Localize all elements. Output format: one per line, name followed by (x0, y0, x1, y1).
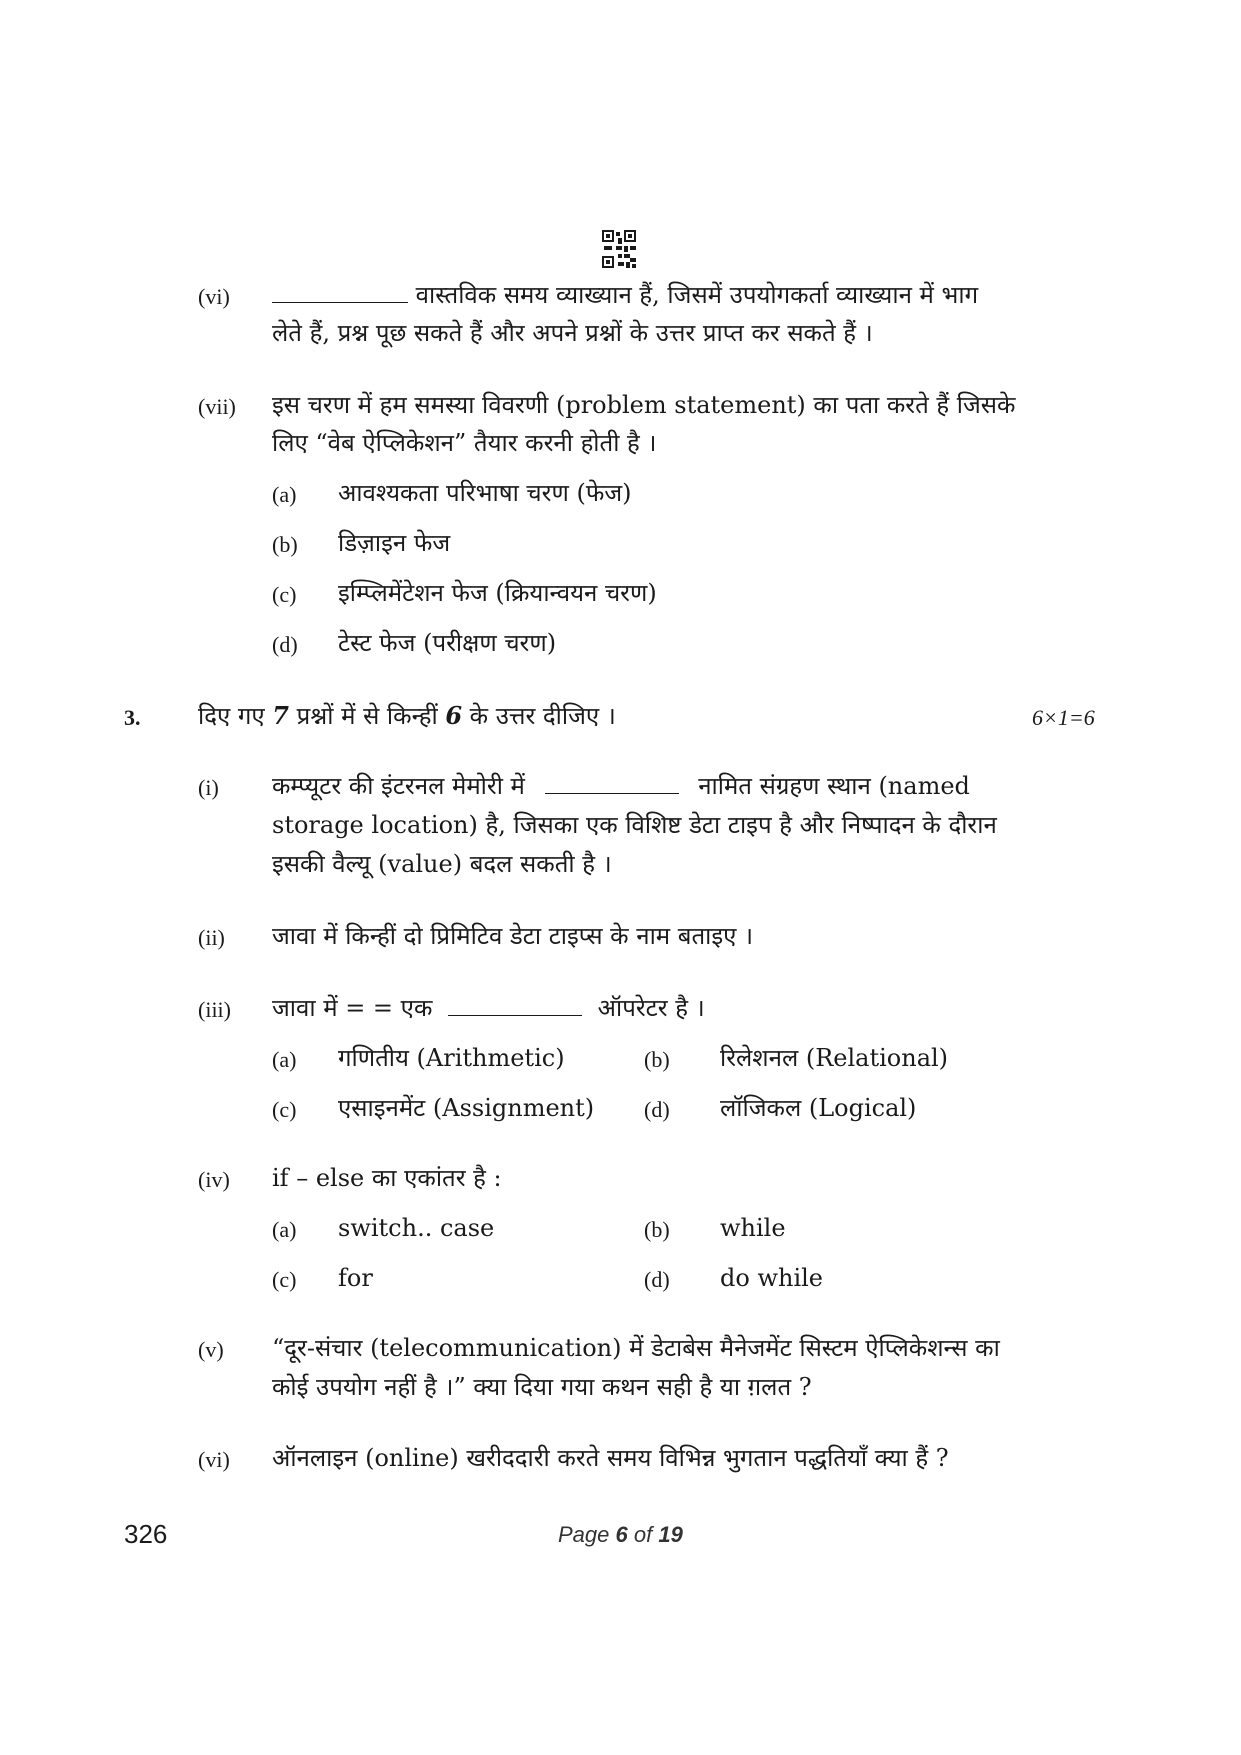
option-label: (a) (272, 482, 297, 507)
question-number: (ii) (198, 925, 225, 950)
question-number: (vii) (198, 394, 236, 419)
question-text-line: लेते हैं, प्रश्न पूछ सकते हैं और अपने प्रश्नों के उत्तर प्राप्त कर सकते हैं । (272, 319, 873, 347)
question-text: वास्तविक समय व्याख्यान हैं, जिसमें उपयोगकर्ता व्याख्यान में भाग (272, 280, 978, 310)
option-label: (d) (644, 1267, 670, 1292)
option-text: आवश्यकता परिभाषा चरण (फेज) (338, 479, 632, 507)
question-number: (iii) (198, 997, 231, 1022)
paper-code: 326 (124, 1519, 168, 1549)
marks-allocation: 6×1=6 (1032, 705, 1095, 730)
question-text-line: लिए “वेब ऐप्लिकेशन” तैयार करनी होती है । (272, 429, 657, 457)
qr-code-icon (602, 230, 636, 268)
answer-blank (448, 993, 582, 1016)
option-text: गणितीय (Arithmetic) (338, 1044, 565, 1072)
question-number: (v) (198, 1337, 224, 1362)
question-text: if – else का एकांतर है : (272, 1164, 502, 1192)
page-number: Page 6 of 19 (558, 1522, 683, 1547)
question-text: ऑनलाइन (online) खरीददारी करते समय विभिन्न भुगतान पद्धतियाँ क्या हैं ? (272, 1444, 949, 1472)
option-text: while (720, 1214, 786, 1242)
option-text: डिज़ाइन फेज (338, 529, 451, 557)
option-label: (b) (272, 532, 298, 557)
answer-blank (272, 280, 408, 303)
question-number: (i) (198, 775, 219, 800)
option-label: (c) (272, 1267, 297, 1292)
question-text-line: इसकी वैल्यू (value) बदल सकती है । (272, 850, 612, 878)
question-number: (iv) (198, 1167, 230, 1192)
option-label: (a) (272, 1217, 297, 1242)
option-text: for (338, 1264, 373, 1292)
question-text: इस चरण में हम समस्या विवरणी (problem statement) का पता करते हैं जिसके (272, 391, 1016, 419)
option-label: (d) (272, 632, 298, 657)
question-text-line: storage location) है, जिसका एक विशिष्ट डेटा टाइप है और निष्पादन के दौरान (272, 811, 997, 839)
option-text: do while (720, 1264, 823, 1292)
option-label: (c) (272, 582, 297, 607)
question-text: जावा में = = एक ऑपरेटर है । (272, 994, 705, 1022)
question-number: (vi) (198, 1447, 230, 1472)
question-text-line: कोई उपयोग नहीं है ।” क्या दिया गया कथन सही है या ग़लत ? (272, 1373, 812, 1401)
option-label: (b) (644, 1217, 670, 1242)
question-text: जावा में किन्हीं दो प्रिमिटिव डेटा टाइप्स के नाम बताइए । (272, 922, 754, 950)
question-text: “दूर-संचार (telecommunication) में डेटाबेस मैनेजमेंट सिस्टम ऐप्लिकेशन्स का (272, 1334, 1000, 1362)
option-text: रिलेशनल (Relational) (720, 1044, 949, 1072)
option-text: टेस्ट फेज (परीक्षण चरण) (338, 629, 557, 657)
option-label: (d) (644, 1097, 670, 1122)
option-label: (b) (644, 1047, 670, 1072)
option-text: इम्प्लिमेंटेशन फेज (क्रियान्वयन चरण) (338, 579, 657, 607)
answer-blank (545, 771, 679, 794)
section-number: 3. (124, 705, 141, 730)
option-label: (c) (272, 1097, 297, 1122)
option-text: एसाइनमेंट (Assignment) (338, 1094, 595, 1122)
section-instruction: दिए गए 7 प्रश्नों में से किन्हीं 6 के उत्तर दीजिए । (198, 701, 616, 730)
question-text: कम्प्यूटर की इंटरनल मेमोरी में नामित संग्रहण स्थान (named (272, 772, 970, 800)
option-text: switch.. case (338, 1214, 495, 1242)
question-number: (vi) (198, 284, 230, 309)
option-text: लॉजिकल (Logical) (720, 1094, 917, 1122)
option-label: (a) (272, 1047, 297, 1072)
